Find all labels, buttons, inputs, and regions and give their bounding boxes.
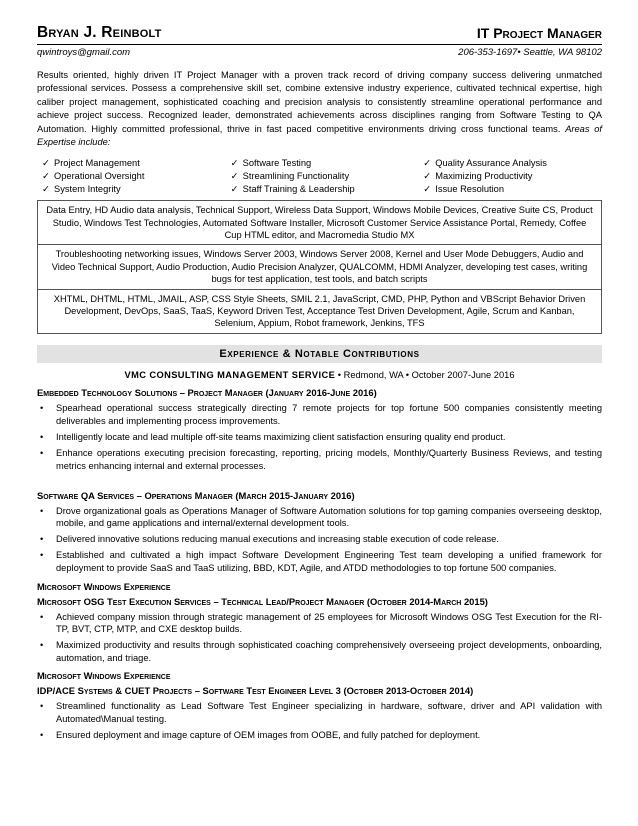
checkmark-icon: ✓: [42, 171, 50, 182]
skill-item: ✓ Operational Oversight: [42, 171, 145, 182]
skill-item: ✓ Software Testing: [230, 158, 312, 169]
employer-details: • Redmond, WA • October 2007-June 2016: [337, 370, 515, 381]
checkmark-icon: ✓: [423, 183, 432, 194]
contact-line: [37, 47, 602, 59]
areas-of-expertise-label: Areas of Expertise include:: [37, 123, 603, 148]
phone-location: 206-353-1697• Seattle, WA 98102: [458, 47, 602, 58]
role-subtitle: Microsoft Windows Experience: [37, 670, 171, 682]
bullet-item: • Streamlined functionality as Lead Software Test Engineer specializing in hardware, software, driver and API validation with Automated\Manual testing.: [37, 700, 602, 725]
skills-grid: [37, 157, 602, 195]
role-bullets: [37, 700, 602, 741]
checkmark-icon: ✓: [230, 183, 239, 194]
tech-skills-row: XHTML, DHTML, HTML, JMAIL, ASP, CSS Style Sheets, SMIL 2.1, JavaScript, CMD, PHP, Python and VBScript Behavior Driven Development, DevOps, SaaS, TaaS, Keyword Driven Test, Acceptance Test Driven Development, Agile, Scrum and Kanban, Selenium, Appium, Robot framework, Jenkins, TFS: [38, 289, 601, 333]
bullet-item: • Spearhead operational success strategically directing 7 remote projects for top fortune 500 companies consistently meeting deliverables and implementing process improvements.: [37, 402, 602, 427]
bullet-item: • Ensured deployment and image capture of OEM images from OOBE, and fully patched for deployment.: [37, 729, 602, 742]
spacer: [37, 476, 602, 484]
summary-text: Results oriented, highly driven IT Project Manager with a proven track record of driving company success delivering unmatched professional services. Possess a comprehensive skill set, combine extensive industry experience, cultivated technical expertise, high caliber project management, sophisticated coaching and precision analysis to consistently streamline operational performance and achieve project success. Recognized leader, demonstrated achievements across disciplines ranging from Software Testing to QA Automation. Highly committed professional, thrive in fast paced competitive environments driving cross functional teams.: [37, 70, 602, 134]
role-title: Software QA Services – Operations Manager (March 2015-January 2016): [37, 489, 355, 501]
checkmark-icon: ✓: [423, 171, 432, 182]
checkmark-icon: ✓: [230, 171, 239, 182]
role-subtitle: Microsoft Windows Experience: [37, 580, 171, 592]
skill-item: ✓ Quality Assurance Analysis: [423, 158, 547, 169]
checkmark-icon: ✓: [423, 158, 432, 169]
skill-item: ✓ Project Management: [42, 158, 140, 169]
role-title: IDP/ACE Systems & CUET Projects – Software Test Engineer Level 3 (October 2013-October 2014): [37, 685, 474, 697]
technical-skills-box: [37, 200, 602, 334]
bullet-item: • Drove organizational goals as Operations Manager of Software Automation solutions for top gaming companies overseeing desktop, mobile, and game applications and internal/external development tools.: [37, 505, 602, 530]
tech-skills-row: Data Entry, HD Audio data analysis, Technical Support, Wireless Data Support, Windows Mobile Devices, Creative Suite CS, Product Studio, Windows Test Technologies, Automated Software Installer, Microsoft Customer Service Assistance Portal, Remedy, Coffee Cup HTML editor, and Macromedia Studio MX: [46, 205, 593, 241]
bullet-item: • Established and cultivated a high impact Software Development Engineering Test team developing a unified framework for deployment to provide SaaS and TaaS utilizing, BBD, KDT, Agile, and ATDD methodologies to top fortune 500 companies.: [37, 549, 602, 574]
bullet-item: • Intelligently locate and lead multiple off-site teams maximizing client satisfaction ensuring quality end product.: [37, 431, 602, 444]
role-title: Embedded Technology Solutions – Project Manager (January 2016-June 2016): [37, 387, 377, 399]
role-bullets: [37, 611, 602, 665]
professional-summary: [37, 69, 602, 149]
experience-section-heading: Experience & Notable Contributions: [37, 345, 602, 363]
role-bullets: [37, 402, 602, 472]
bullet-item: • Achieved company mission through strategic management of 25 employees for Microsoft Windows OSG Test Execution for the RI-TP, BVT, CTP, MTP, and CXE desktop builds.: [37, 611, 602, 636]
skills-column-2: [231, 157, 424, 195]
resume-header: [37, 24, 602, 45]
email-link[interactable]: qwintroys@gmail.com: [37, 47, 131, 58]
job-title: IT Project Manager: [476, 25, 602, 41]
checkmark-icon: ✓: [230, 158, 239, 169]
candidate-name: Bryan J. Reinbolt: [37, 24, 162, 41]
skill-item: ✓ Streamlining Functionality: [230, 171, 350, 182]
skills-column-1: [42, 157, 231, 195]
bullet-item: • Delivered innovative solutions reducing manual executions and increasing stable execution of code release.: [37, 533, 602, 546]
bullet-item: • Maximized productivity and results through sophisticated coaching comprehensively overseeing project developments, onboarding, automation, and triage.: [37, 639, 602, 664]
tech-skills-row: Troubleshooting networking issues, Windows Server 2003, Windows Server 2008, Kernel and User Mode Debuggers, Audio and Video Technical Support, Audio Production, Audio Precision Analyzer, QUALCOMM, HDMI Analyzer, developing test cases, writing bugs for test application, test tools, and batch scripts: [38, 244, 601, 288]
checkmark-icon: ✓: [42, 183, 50, 194]
skill-item: ✓ Staff Training & Leadership: [230, 183, 355, 194]
bullet-item: • Enhance operations executing precision forecasting, reporting, pricing models, Monthly/Quarterly Business Reviews, and testing metrics enhancing internal and external processes.: [37, 447, 602, 472]
skill-item: ✓ Issue Resolution: [423, 183, 505, 194]
employer-line: [37, 369, 602, 381]
role-title: Microsoft OSG Test Execution Services – Technical Lead/Project Manager (October 2014-March 2015): [37, 595, 488, 607]
skill-item: ✓ Maximizing Productivity: [423, 171, 533, 182]
skill-item: ✓ System Integrity: [42, 183, 121, 194]
role-bullets: [37, 505, 602, 575]
employer-name: VMC CONSULTING MANAGEMENT SERVICE: [124, 370, 336, 381]
skills-column-3: [423, 157, 602, 195]
checkmark-icon: ✓: [42, 158, 50, 169]
